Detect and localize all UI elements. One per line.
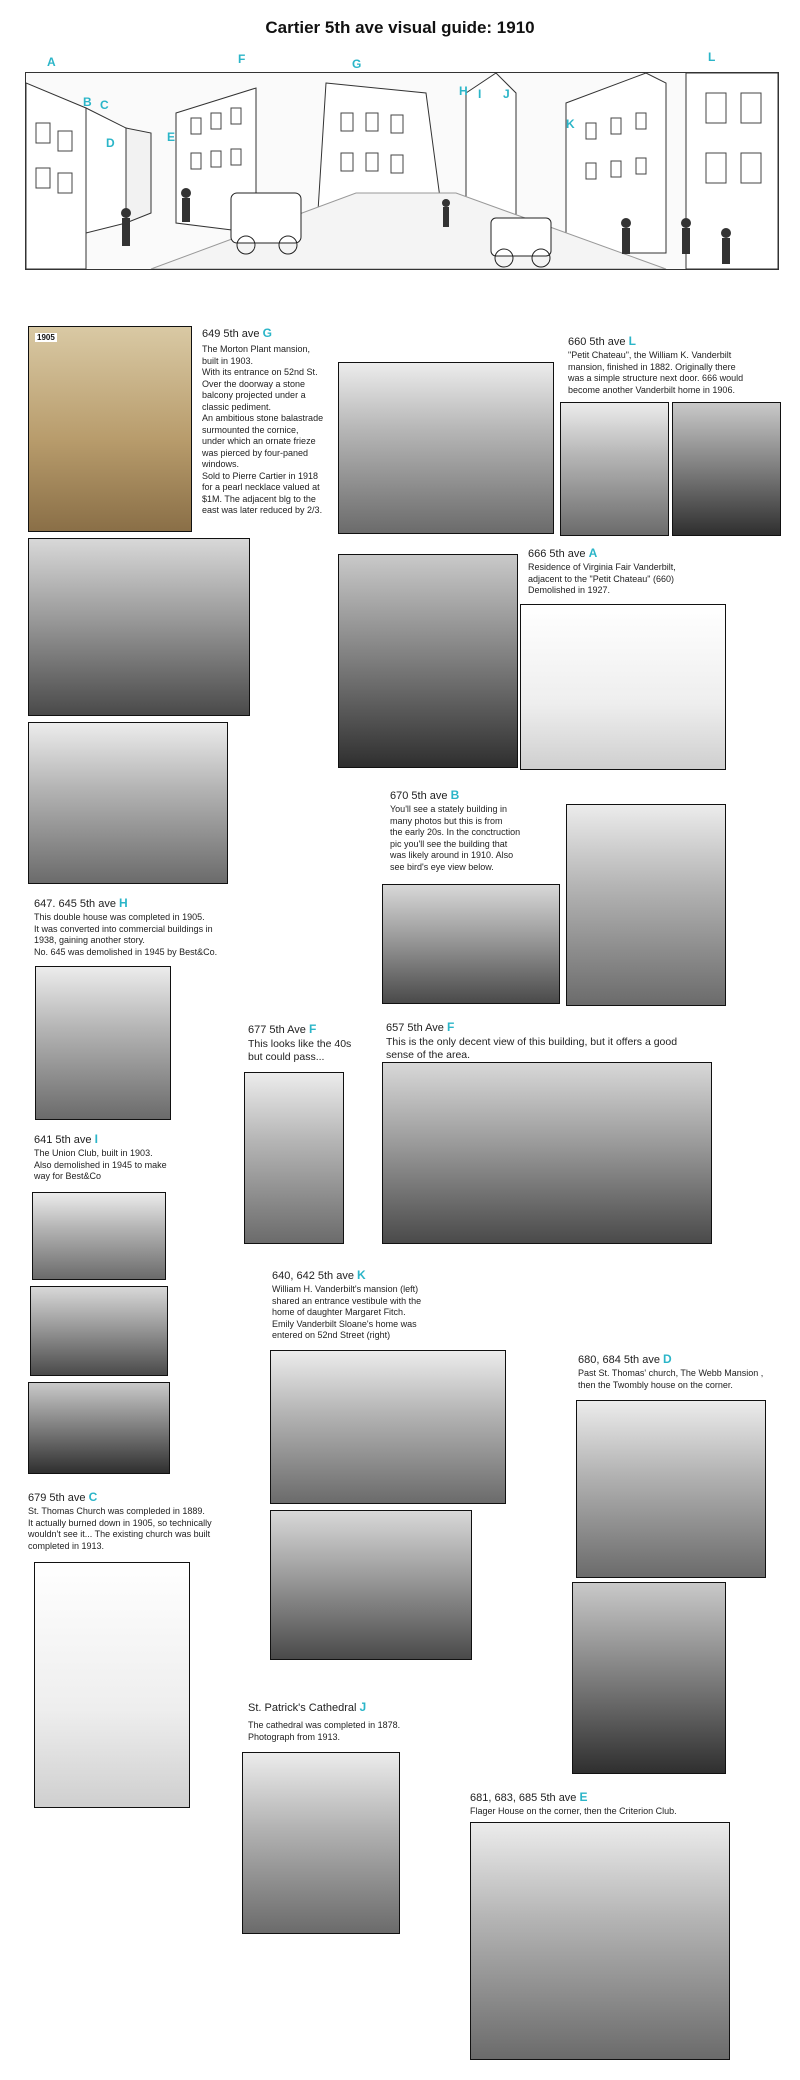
sketch-marker-k: K <box>566 117 575 131</box>
sketch-marker-e: E <box>167 130 176 144</box>
entry-640-letter: K <box>357 1268 366 1282</box>
entry-641-description: The Union Club, built in 1903. Also demolished in 1945 to make way for Best&Co <box>34 1148 167 1181</box>
photo-641-union-club-2 <box>30 1286 168 1376</box>
sketch-marker-h: H <box>459 84 468 98</box>
photo-681-flagler-house-criterion-club <box>470 1822 730 2060</box>
sketch-marker-g: G <box>352 57 362 71</box>
entry-681-letter: E <box>579 1790 588 1804</box>
photo-642-sloane-home <box>270 1510 472 1660</box>
entry-680-letter: D <box>663 1352 672 1366</box>
entry-666-letter: A <box>588 546 598 560</box>
entry-670-heading <box>390 788 459 802</box>
entry-677-letter: F <box>308 1022 317 1036</box>
entry-649-description: The Morton Plant mansion, built in 1903. With its entrance on 52nd St. Over the doorway a stone balcony projected under a classic pediment. An ambitious stone balastrade surmounted the cornice, under which an ornate frieze was pierced by four-paned windows. Sold to Pierre Cartier in 1918 for a pearl necklace valued at $1M. The adjacent blg to the east was later reduced by 2/3. <box>202 344 324 515</box>
entry-640-heading <box>272 1268 366 1282</box>
photo-647-double-house <box>35 966 171 1120</box>
photo-657-birds-eye-view <box>382 1062 712 1244</box>
sketch-marker-b: B <box>83 95 92 109</box>
photo-649-morton-plant-mansion <box>28 326 192 532</box>
entry-679-address: 679 5th ave <box>28 1492 86 1504</box>
entry-670-address: 670 5th ave <box>390 790 448 802</box>
entry-640-address: 640, 642 5th ave <box>272 1270 354 1282</box>
entry-681-address: 681, 683, 685 5th ave <box>470 1792 577 1804</box>
photo-year-badge: 1905 <box>37 333 55 342</box>
photo-660-facade <box>560 402 669 536</box>
entry-660-address: 660 5th ave <box>568 336 626 348</box>
sketch-marker-i: I <box>478 87 482 101</box>
entry-647-description: This double house was completed in 1905. It was converted into commercial buildings in 1938, gaining another story. No. 645 was demolished in 1945 by Best&Co. <box>34 912 218 957</box>
photo-677-building <box>244 1072 344 1244</box>
photo-666-drawing <box>520 604 726 770</box>
entry-670-description: You'll see a stately building in many photos but this is from the early 20s. In the conctruction pic you'll see the building that was likely around in 1910. Also see bird's eye view below. <box>390 804 521 872</box>
sketch-marker-d: D <box>106 136 115 150</box>
entry-660-letter: L <box>628 334 636 348</box>
entry-666-description: Residence of Virginia Fair Vanderbilt, adjacent to the "Petit Chateau" (660) Demolished in 1927. <box>528 562 676 595</box>
entry-647-address: 647. 645 5th ave <box>34 898 116 910</box>
entry-657-letter: F <box>446 1020 455 1034</box>
sketch-marker-c: C <box>100 98 109 112</box>
entry-679-letter: C <box>88 1490 98 1504</box>
entry-657-heading <box>386 1020 454 1034</box>
entry-647-heading <box>34 896 128 910</box>
entry-660-description: "Petit Chateau", the William K. Vanderbilt mansion, finished in 1882. Originally there was a simple structure next door. 666 would become another Vanderbilt home in 1906. <box>568 350 744 395</box>
entry-670-letter: B <box>450 788 460 802</box>
entry-640-description: William H. Vanderbilt's mansion (left) shared an entrance vestibule with the home of daughter Margaret Fitch. Emily Vanderbilt Sloane's home was entered on 52nd Street (right) <box>272 1284 422 1340</box>
entry-677-heading <box>248 1022 316 1036</box>
entry-641-letter: I <box>94 1132 98 1146</box>
photo-670-construction <box>566 804 726 1006</box>
entry-680-description: Past St. Thomas' church, The Webb Mansion , then the Twombly house on the corner. <box>578 1368 764 1390</box>
entry-641-address: 641 5th ave <box>34 1134 92 1146</box>
photo-660-petit-chateau-street <box>338 362 554 534</box>
entry-cathedral-heading <box>248 1700 366 1714</box>
photo-641-union-club-3 <box>28 1382 170 1474</box>
entry-649-heading <box>202 326 272 340</box>
entry-cathedral-name: St. Patrick's Cathedral <box>248 1702 357 1714</box>
photo-670-building <box>382 884 560 1004</box>
sketch-marker-j: J <box>503 87 510 101</box>
sketch-marker-l: L <box>708 50 716 64</box>
entry-cathedral-letter: J <box>359 1700 367 1714</box>
photo-649-cartier-building <box>28 722 228 884</box>
entry-666-heading <box>528 546 597 560</box>
entry-660-heading <box>568 334 636 348</box>
sketch-marker-a: A <box>47 55 56 69</box>
entry-679-heading <box>28 1490 97 1504</box>
photo-680-webb-mansion <box>576 1400 766 1578</box>
photo-649-street-view-with-cathedral <box>28 538 250 716</box>
entry-677-description: This looks like the 40s but could pass... <box>248 1038 352 1063</box>
entry-679-description: St. Thomas Church was compleded in 1889. It actually burned down in 1905, so technically wouldn't see it... The existing church was built completed in 1913. <box>28 1506 212 1551</box>
street-sketch-drawing <box>26 73 778 269</box>
photo-st-patricks-cathedral <box>242 1752 400 1934</box>
entry-657-address: 657 5th Ave <box>386 1022 444 1034</box>
page-title: Cartier 5th ave visual guide: 1910 <box>265 18 535 37</box>
photo-684-twombly-house <box>572 1582 726 1774</box>
photo-640-vanderbilt-mansion <box>270 1350 506 1504</box>
street-sketch-illustration <box>25 72 779 270</box>
entry-649-letter: G <box>262 326 272 340</box>
sketch-marker-f: F <box>238 52 246 66</box>
entry-657-description: This is the only decent view of this building, but it offers a good sense of the area. <box>386 1036 678 1061</box>
entry-680-address: 680, 684 5th ave <box>578 1354 660 1366</box>
entry-649-address: 649 5th ave <box>202 328 260 340</box>
entry-647-letter: H <box>119 896 128 910</box>
photo-641-union-club-1 <box>32 1192 166 1280</box>
entry-641-heading <box>34 1132 98 1146</box>
photo-660-entrance <box>672 402 781 536</box>
entry-cathedral-description: The cathedral was completed in 1878. Photograph from 1913. <box>248 1720 401 1742</box>
photo-679-st-thomas-church-drawing <box>34 1562 190 1808</box>
entry-680-heading <box>578 1352 672 1366</box>
entry-666-address: 666 5th ave <box>528 548 586 560</box>
entry-681-heading <box>470 1790 588 1804</box>
entry-677-address: 677 5th Ave <box>248 1024 306 1036</box>
entry-681-description: Flager House on the corner, then the Criterion Club. <box>470 1806 677 1816</box>
photo-666-residence <box>338 554 518 768</box>
